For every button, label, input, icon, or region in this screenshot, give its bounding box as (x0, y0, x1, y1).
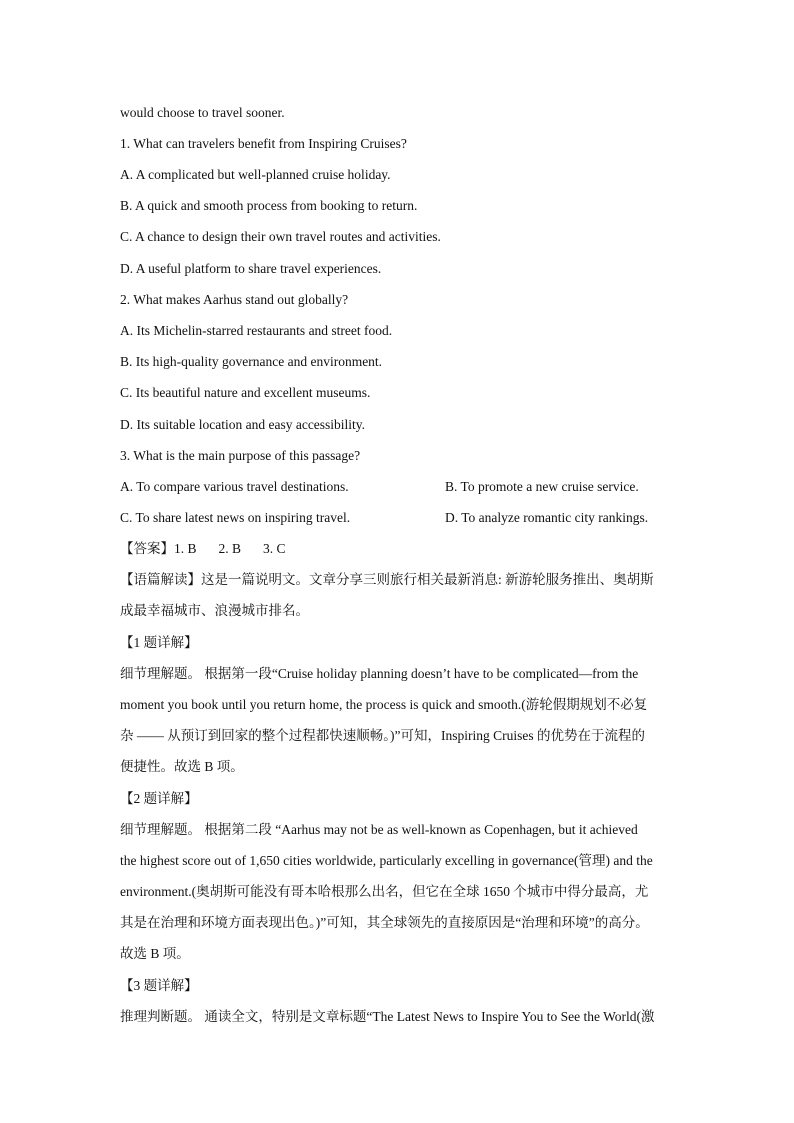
reading-line-1: 【语篇解读】这是一篇说明文。文章分享三则旅行相关最新消息: 新游轮服务推出、奥胡斯 (120, 572, 654, 587)
answer-line (120, 540, 286, 558)
detail-2-line-3: environment.(奥胡斯可能没有哥本哈根那么出名，但它在全球 1650 个城市中得分最高，尤 (120, 884, 649, 899)
answer-item-3: 3. C (263, 541, 286, 556)
answer-label: 【答案】 (120, 541, 174, 556)
detail-2-line-2: the highest score out of 1,650 cities worldwide, particularly excelling in governance(管理) and the (120, 853, 653, 868)
detail-2-line-5: 故选 B 项。 (120, 946, 190, 961)
question-1-option-a: A. A complicated but well-planned cruise holiday. (120, 167, 391, 182)
question-3-option-b: B. To promote a new cruise service. (445, 479, 639, 494)
question-1-option-c: C. A chance to design their own travel routes and activities. (120, 229, 441, 244)
question-2-stem: 2. What makes Aarhus stand out globally? (120, 292, 349, 307)
detail-1-line-2: moment you book until you return home, the process is quick and smooth.(游轮假期规划不必复 (120, 697, 648, 712)
question-3-option-a: A. To compare various travel destinations. (120, 479, 349, 494)
question-1-option-d: D. A useful platform to share travel experiences. (120, 261, 382, 276)
detail-2-line-1: 细节理解题。 根据第二段 “Aarhus may not be as well-known as Copenhagen, but it achieved (120, 822, 638, 837)
detail-3-heading: 【3 题详解】 (120, 978, 198, 993)
intro-tail: would choose to travel sooner. (120, 105, 285, 120)
answer-item-1: 1. B (174, 541, 197, 556)
question-2-option-c: C. Its beautiful nature and excellent museums. (120, 385, 371, 400)
detail-1-line-1: 细节理解题。 根据第一段“Cruise holiday planning doesn’t have to be complicated—from the (120, 666, 639, 681)
answer-item-2: 2. B (218, 541, 242, 556)
detail-2-line-4: 其是在治理和环境方面表现出色。)”可知，其全球领先的直接原因是“治理和环境”的高分。 (120, 915, 649, 930)
question-1-option-b: B. A quick and smooth process from booking to return. (120, 198, 418, 213)
question-3-option-c: C. To share latest news on inspiring travel. (120, 510, 351, 525)
detail-3-line-1: 推理判断题。 通读全文，特别是文章标题“The Latest News to Inspire You to See the World(激 (120, 1009, 655, 1024)
question-2-option-b: B. Its high-quality governance and environment. (120, 354, 383, 369)
detail-1-line-3: 杂 —— 从预订到回家的整个过程都快速顺畅。)”可知，Inspiring Cruises 的优势在于流程的 (120, 728, 645, 743)
question-1-stem: 1. What can travelers benefit from Inspiring Cruises? (120, 136, 407, 151)
reading-line-2: 成最幸福城市、浪漫城市排名。 (120, 603, 309, 618)
detail-2-heading: 【2 题详解】 (120, 791, 198, 806)
detail-1-heading: 【1 题详解】 (120, 635, 198, 650)
question-3-option-d: D. To analyze romantic city rankings. (445, 510, 649, 525)
question-2-option-d: D. Its suitable location and easy accessibility. (120, 417, 366, 432)
question-2-option-a: A. Its Michelin-starred restaurants and street food. (120, 323, 393, 338)
question-3-stem: 3. What is the main purpose of this passage? (120, 448, 361, 463)
detail-1-line-4: 便捷性。故选 B 项。 (120, 759, 244, 774)
